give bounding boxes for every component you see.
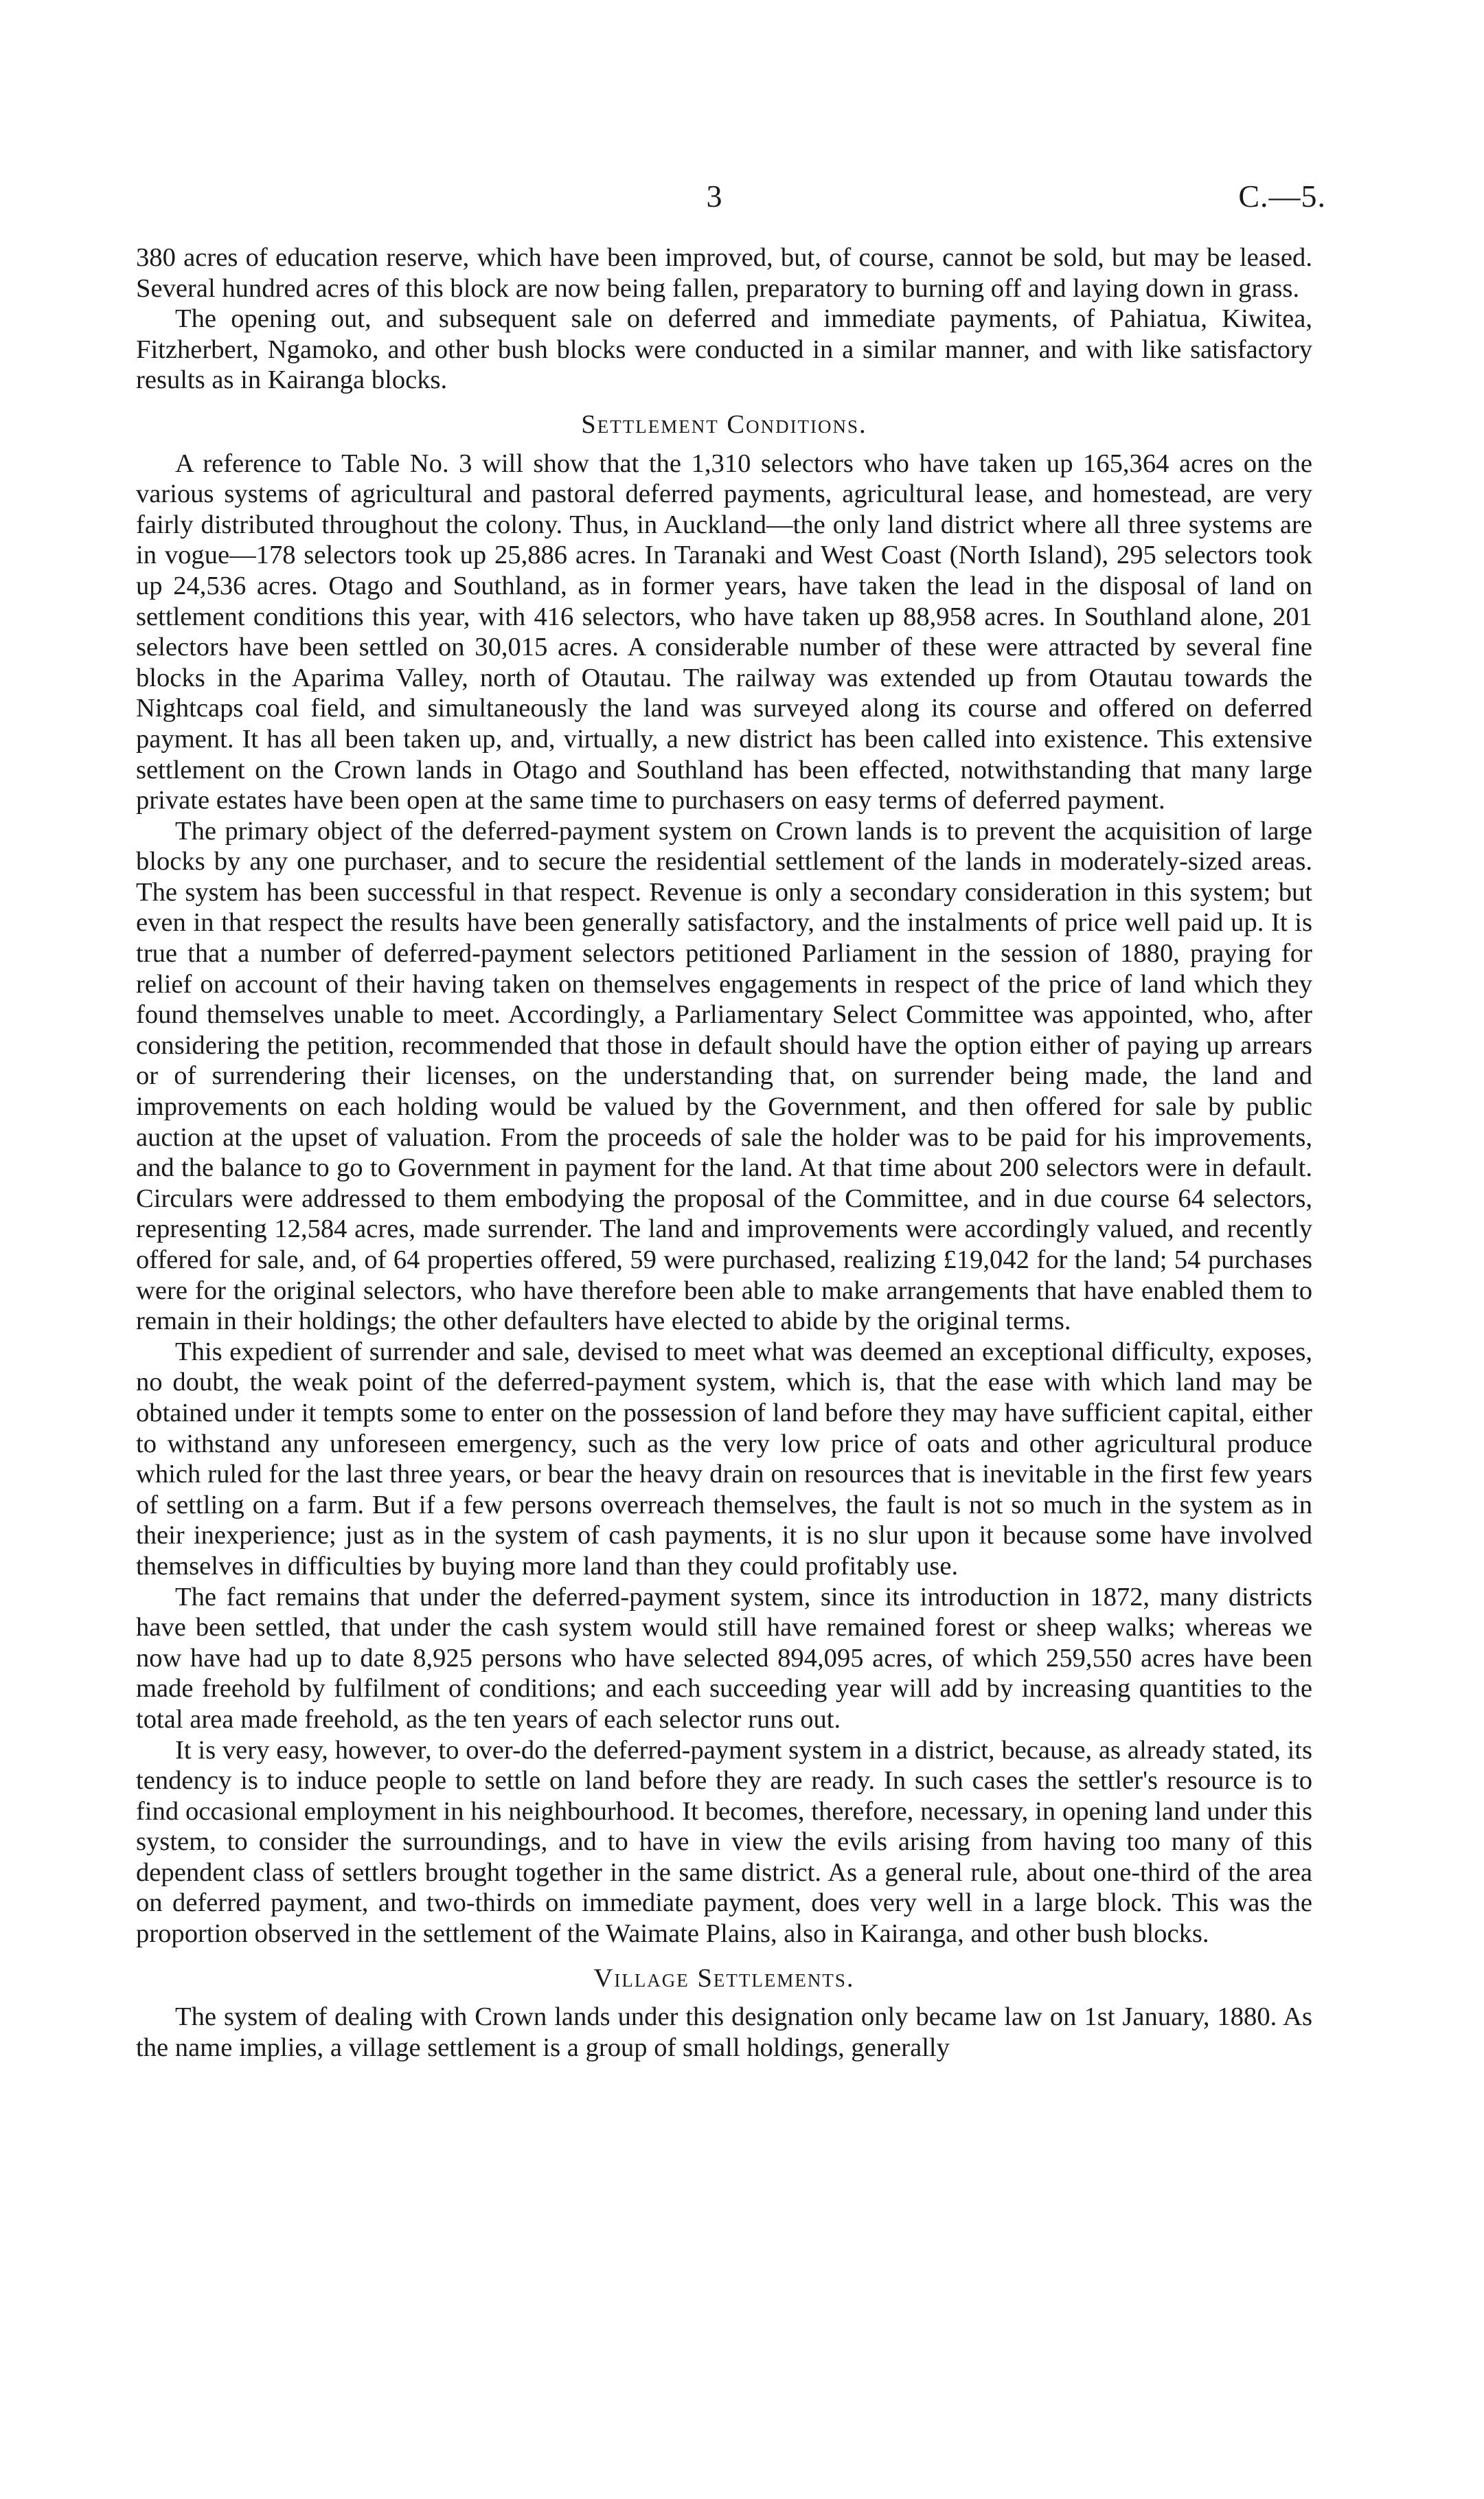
body-text [136,242,1312,2063]
paragraph-over-do: It is very easy, however, to over-do the deferred-payment system in a district, because, as already stated, its tendency is to induce people to settle on land before they are ready. In such cases the settler's resource is to find occasional employment in his neighbourhood. It becomes, therefore, necessary, in opening land under this system, to consider the surroundings, and to have in view the evils arising from having too many of this dependent class of settlers brought together in the same district. As a general rule, about one-third of the area on deferred payment, and two-thirds on immediate payment, does very well in a large block. This was the proportion observed in the settlement of the Waimate Plains, also in Kairanga, and other bush blocks. [136,1735,1312,1949]
document-reference: C.—5. [1238,179,1326,214]
paragraph-village-system: The system of dealing with Crown lands under this designation only became law on 1st January, 1880. As the name implies, a village settlement is a group of small holdings, generally [136,2002,1312,2062]
heading-village-settlements: Village Settlements. [593,1963,855,1993]
page-number: 3 [706,179,722,214]
heading-settlement-conditions: Settlement Conditions. [581,409,867,439]
paragraph-table-reference: A reference to Table No. 3 will show that the 1,310 selectors who have taken up 165,364 acres on the various systems of agricultural and pastoral deferred payments, agricultural lease, and homestead, are very fairly distributed throughout the colony. Thus, in Auckland—the only land district where all three systems are in vogue—178 selectors took up 25,886 acres. In Taranaki and West Coast (North Island), 295 selectors took up 24,536 acres. Otago and Southland, as in former years, have taken the lead in the disposal of land on settlement conditions this year, with 416 selectors, who have taken up 88,958 acres. In Southland alone, 201 selectors have been settled on 30,015 acres. A considerable number of these were attracted by several fine blocks in the Aparima Valley, north of Otautau. The railway was extended up from Otautau towards the Nightcaps coal field, and simultaneously the land was surveyed along its course and offered on deferred payment. It has all been taken up, and, virtually, a new district has been called into existence. This extensive settlement on the Crown lands in Otago and Southland has been effected, notwithstanding that many large private estates have been open at the same time to purchasers on easy terms of deferred payment. [136,449,1312,815]
paragraph-primary-object: The primary object of the deferred-payment system on Crown lands is to prevent the acquisition of large blocks by any one purchaser, and to secure the residential settlement of the lands in moderately-sized areas. The system has been successful in that respect. Revenue is only a secondary consideration in this system; but even in that respect the results have been generally satisfactory, and the instalments of price well paid up. It is true that a number of deferred-payment selectors petitioned Parliament in the session of 1880, praying for relief on account of their having taken on themselves engagements in respect of the price of land which they found themselves unable to meet. Accordingly, a Parliamentary Select Committee was appointed, who, after considering the petition, recommended that those in default should have the option either of paying up arrears or of surrendering their licenses, on the understanding that, on surrender being made, the land and improvements on each holding would be valued by the Government, and then offered for sale by public auction at the upset of valuation. From the proceeds of sale the holder was to be paid for his improvements, and the balance to go to Government in payment for the land. At that time about 200 selectors were in default. Circulars were addressed to them embodying the proposal of the Committee, and in due course 64 selectors, representing 12,584 acres, made surrender. The land and improvements were accordingly valued, and recently offered for sale, and, of 64 properties offered, 59 were purchased, realizing £19,042 for the land; 54 purchases were for the original selectors, who have therefore been able to make arrangements that have enabled them to remain in their holdings; the other defaulters have elected to abide by the original terms. [136,816,1312,1336]
paragraph-fact-remains: The fact remains that under the deferred-payment system, since its introduction in 1872, many districts have been settled, that under the cash system would still have remained forest or sheep walks; whereas we now have had up to date 8,925 persons who have selected 894,095 acres, of which 259,550 acres have been made freehold by fulfilment of conditions; and each succeeding year will add by increasing quantities to the total area made freehold, as the ten years of each selector runs out. [136,1582,1312,1734]
paragraph-bush-blocks: The opening out, and subsequent sale on deferred and immediate payments, of Pahiatua, Kiwitea, Fitzherbert, Ngamoko, and other bush blocks were conducted in a similar manner, and with like satisfactory results as in Kairanga blocks. [136,304,1312,395]
paragraph-surrender-expedient: This expedient of surrender and sale, devised to meet what was deemed an exceptional difficulty, exposes, no doubt, the weak point of the deferred-payment system, which is, that the ease with which land may be obtained under it tempts some to enter on the possession of land before they may have sufficient capital, either to withstand any unforeseen emergency, such as the very low price of oats and other agricultural produce which ruled for the last three years, or bear the heavy drain on resources that is inevitable in the first few years of settling on a farm. But if a few persons overreach themselves, the fault is not so much in the system as in their inexperience; just as in the system of cash payments, it is no slur upon it because some have involved themselves in difficulties by buying more land than they could profitably use. [136,1337,1312,1581]
paragraph-education-reserve: 380 acres of education reserve, which have been improved, but, of course, cannot be sold, but may be leased. Several hundred acres of this block are now being fallen, preparatory to burning off and laying down in grass. [136,243,1312,303]
